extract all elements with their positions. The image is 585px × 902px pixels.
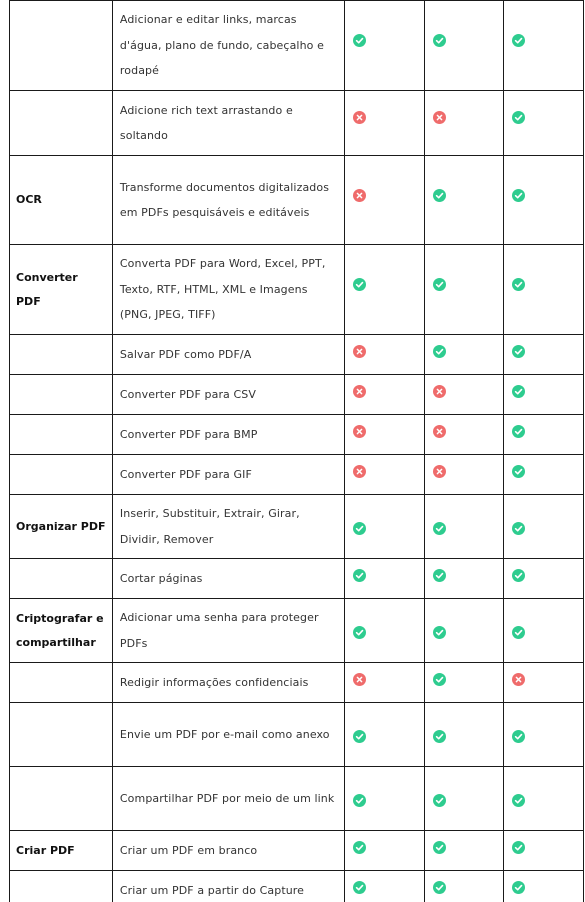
feature-description-cell: Adicione rich text arrastando e soltando [112,91,344,156]
check-circle-icon [512,730,525,743]
check-circle-icon [433,569,446,582]
category-cell [10,375,113,415]
check-circle-icon [353,278,366,291]
feature-description-cell: Converter PDF para CSV [112,375,344,415]
availability-cell-3 [504,375,584,415]
x-circle-icon [353,345,366,358]
availability-cell-3 [504,559,584,599]
check-circle-icon [433,278,446,291]
check-circle-icon [512,425,525,438]
category-cell [10,767,113,831]
availability-cell-2 [424,559,504,599]
check-circle-icon [353,841,366,854]
availability-cell-3 [504,91,584,156]
table-row [10,767,584,831]
check-circle-icon [512,522,525,535]
availability-cell-2 [424,871,504,902]
table-row [10,495,584,559]
category-cell: Converter PDF [10,245,113,335]
feature-description-cell: Salvar PDF como PDF/A [112,335,344,375]
table-row [10,703,584,767]
availability-cell-1 [345,245,425,335]
check-circle-icon [353,730,366,743]
x-circle-icon [353,465,366,478]
x-circle-icon [433,385,446,398]
category-cell: Criptografar e compartilhar [10,599,113,663]
feature-description-cell: Converta PDF para Word, Excel, PPT, Texto, RTF, HTML, XML e Imagens (PNG, JPEG, TIFF) [112,245,344,335]
feature-description-cell: Inserir, Substituir, Extrair, Girar, Dividir, Remover [112,495,344,559]
availability-cell-1 [345,455,425,495]
x-circle-icon [353,111,366,124]
feature-description-cell: Criar um PDF em branco [112,831,344,871]
table-row [10,245,584,335]
table-row [10,415,584,455]
availability-cell-2 [424,703,504,767]
category-cell [10,1,113,91]
availability-cell-1 [345,703,425,767]
feature-description-cell: Converter PDF para BMP [112,415,344,455]
feature-description-cell: Adicionar e editar links, marcas d'água, plano de fundo, cabeçalho e rodapé [112,1,344,91]
availability-cell-1 [345,871,425,902]
x-circle-icon [353,425,366,438]
availability-cell-1 [345,663,425,703]
availability-cell-3 [504,245,584,335]
availability-cell-3 [504,599,584,663]
check-circle-icon [433,34,446,47]
table-row [10,91,584,156]
x-circle-icon [512,673,525,686]
availability-cell-2 [424,335,504,375]
check-circle-icon [512,385,525,398]
category-cell [10,703,113,767]
feature-description-cell: Transforme documentos digitalizados em PDFs pesquisáveis e editáveis [112,156,344,245]
check-circle-icon [512,278,525,291]
availability-cell-3 [504,831,584,871]
check-circle-icon [433,673,446,686]
availability-cell-2 [424,245,504,335]
availability-cell-3 [504,703,584,767]
availability-cell-3 [504,663,584,703]
availability-cell-1 [345,495,425,559]
feature-description-cell: Compartilhar PDF por meio de um link [112,767,344,831]
availability-cell-1 [345,415,425,455]
availability-cell-1 [345,375,425,415]
availability-cell-1 [345,91,425,156]
check-circle-icon [433,189,446,202]
availability-cell-2 [424,415,504,455]
check-circle-icon [353,626,366,639]
availability-cell-1 [345,767,425,831]
category-cell [10,455,113,495]
check-circle-icon [512,794,525,807]
availability-cell-3 [504,767,584,831]
availability-cell-1 [345,559,425,599]
table-row [10,599,584,663]
category-cell: Criar PDF [10,831,113,871]
check-circle-icon [353,881,366,894]
check-circle-icon [433,881,446,894]
x-circle-icon [353,385,366,398]
availability-cell-2 [424,455,504,495]
check-circle-icon [512,111,525,124]
check-circle-icon [433,345,446,358]
x-circle-icon [433,111,446,124]
check-circle-icon [353,794,366,807]
check-circle-icon [433,626,446,639]
check-circle-icon [512,569,525,582]
check-circle-icon [353,569,366,582]
table-row [10,375,584,415]
check-circle-icon [512,189,525,202]
availability-cell-1 [345,1,425,91]
check-circle-icon [512,465,525,478]
table-row [10,156,584,245]
x-circle-icon [433,425,446,438]
check-circle-icon [433,794,446,807]
check-circle-icon [433,522,446,535]
availability-cell-1 [345,599,425,663]
table-row [10,871,584,902]
feature-description-cell: Adicionar uma senha para proteger PDFs [112,599,344,663]
availability-cell-3 [504,415,584,455]
availability-cell-2 [424,599,504,663]
availability-cell-2 [424,663,504,703]
availability-cell-2 [424,767,504,831]
availability-cell-3 [504,335,584,375]
x-circle-icon [433,465,446,478]
check-circle-icon [433,841,446,854]
table-row [10,831,584,871]
check-circle-icon [512,841,525,854]
category-cell [10,415,113,455]
feature-description-cell: Redigir informações confidenciais [112,663,344,703]
table-row [10,455,584,495]
x-circle-icon [353,673,366,686]
availability-cell-2 [424,375,504,415]
availability-cell-2 [424,831,504,871]
availability-cell-2 [424,156,504,245]
availability-cell-1 [345,156,425,245]
availability-cell-1 [345,335,425,375]
check-circle-icon [433,730,446,743]
check-circle-icon [353,522,366,535]
feature-description-cell: Envie um PDF por e-mail como anexo [112,703,344,767]
table-row [10,663,584,703]
category-cell: Organizar PDF [10,495,113,559]
category-cell [10,559,113,599]
feature-description-cell: Converter PDF para GIF [112,455,344,495]
category-cell [10,663,113,703]
check-circle-icon [512,34,525,47]
category-cell [10,91,113,156]
feature-description-cell: Cortar páginas [112,559,344,599]
availability-cell-2 [424,91,504,156]
availability-cell-3 [504,455,584,495]
table-row [10,335,584,375]
category-cell [10,871,113,902]
table-body [10,1,584,902]
availability-cell-3 [504,871,584,902]
availability-cell-3 [504,495,584,559]
check-circle-icon [512,345,525,358]
availability-cell-3 [504,1,584,91]
availability-cell-2 [424,1,504,91]
availability-cell-1 [345,831,425,871]
availability-cell-3 [504,156,584,245]
check-circle-icon [512,626,525,639]
check-circle-icon [353,34,366,47]
table-row [10,559,584,599]
availability-cell-2 [424,495,504,559]
feature-description-cell: Criar um PDF a partir do Capture [112,871,344,902]
x-circle-icon [353,189,366,202]
table-row [10,1,584,91]
category-cell [10,335,113,375]
category-cell: OCR [10,156,113,245]
feature-comparison-table [9,0,584,902]
check-circle-icon [512,881,525,894]
